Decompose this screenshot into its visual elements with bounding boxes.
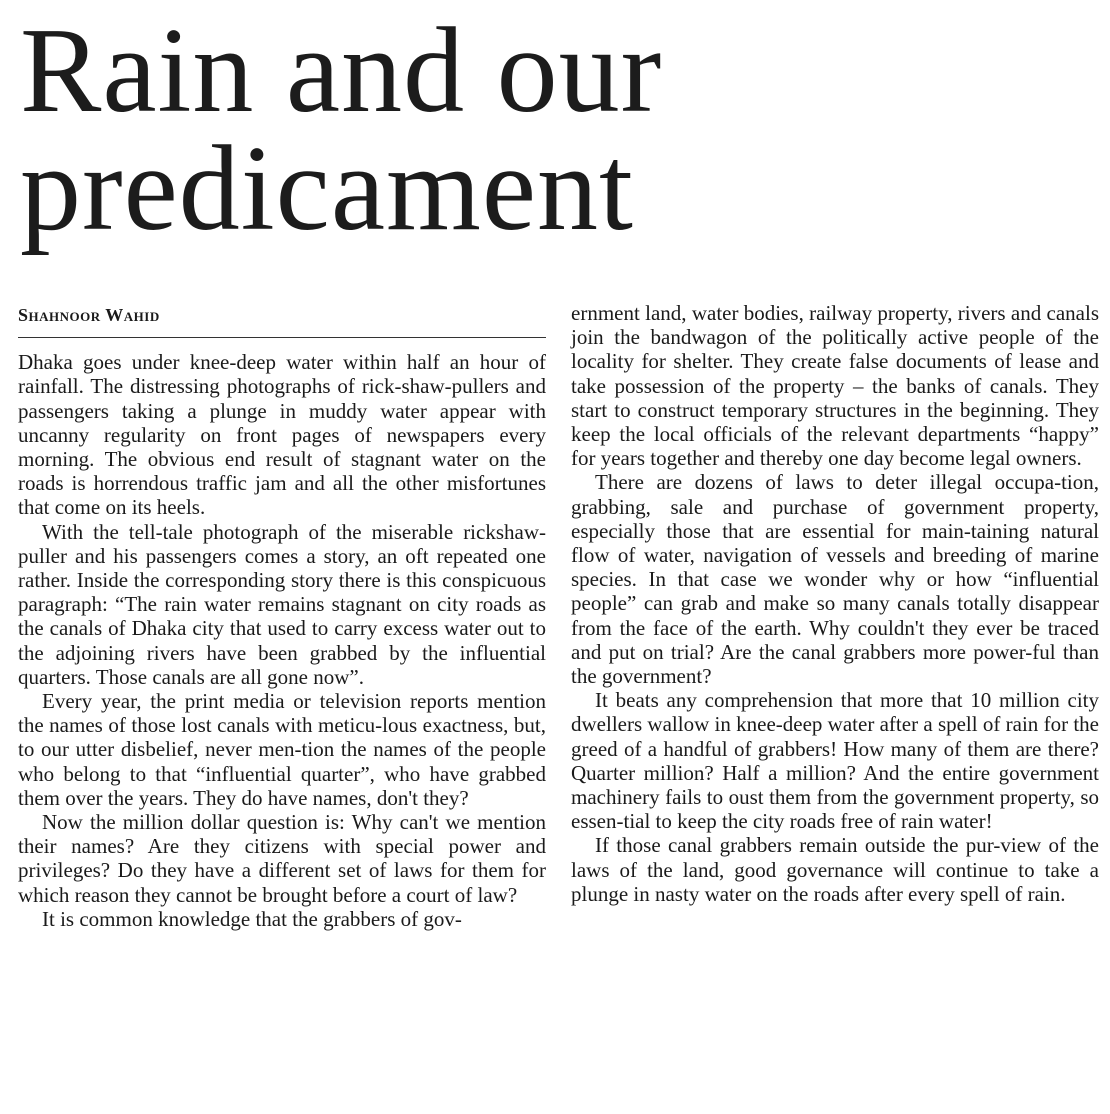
article-column-left [18,303,546,931]
article-paragraph: Every year, the print media or television reports mention the names of those lost canals with meticu-lous exactness, but, to our utter disbelief, never men-tion the names of the people who belong to that “influential quarter”, who have grabbed them over the years. They do have names, don't they? [18,689,546,810]
article-paragraph: If those canal grabbers remain outside the pur-view of the laws of the land, good governance will continue to take a plunge in nasty water on the roads after every spell of rain. [571,833,1099,906]
article-paragraph: With the tell-tale photograph of the miserable rickshaw-puller and his passengers comes a story, an oft repeated one rather. Inside the corresponding story there is this conspicuous paragraph: “The rain water remains stagnant on city roads as the canals of Dhaka city that used to carry excess water out to the adjoining rivers have been grabbed by the influential quarters. Those canals are all gone now”. [18,519,546,689]
article-column-right [571,301,1099,906]
author-byline: Shahnoor Wahid [18,303,546,338]
article-headline: Rain and our predicament [20,3,663,256]
article-paragraph: ernment land, water bodies, railway property, rivers and canals join the bandwagon of the politically active people of the locality for shelter. They create false documents of lease and take possession of the property – the banks of canals. They start to construct temporary structures in the beginning. They keep the local officials of the relevant departments “happy” for years together and thereby one day become legal owners. [571,301,1099,471]
article-paragraph: It beats any comprehension that more that 10 million city dwellers wallow in knee-deep water after a spell of rain for the greed of a handful of grabbers! How many of them are there? Quarter million? Half a million? And the entire government machinery fails to oust them from the government property, so essen-tial to keep the city roads free of rain water! [571,688,1099,834]
article-paragraph: There are dozens of laws to deter illegal occupa-tion, grabbing, sale and purchase of government property, especially those that are essential for main-taining natural flow of water, navigation of vessels and breeding of marine species. In that case we wonder why or how “influential people” can grab and make so many canals totally disappear from the face of the earth. Why couldn't they ever be traced and put on trial? Are the canal grabbers more power-ful than the government? [571,470,1099,689]
article-paragraph: It is common knowledge that the grabbers of gov- [42,906,462,931]
article-paragraph: Now the million dollar question is: Why can't we mention their names? Are they citizens with special power and privileges? Do they have a different set of laws for them for which reason they cannot be brought before a court of law? [18,810,546,907]
article-paragraph: Dhaka goes under knee-deep water within half an hour of rainfall. The distressing photographs of rick-shaw-pullers and passengers taking a plunge in muddy water appear with uncanny regularity on front pages of newspapers every morning. The obvious end result of stagnant water on the roads is horrendous traffic jam and all the other misfortunes that come on its heels. [18,350,546,520]
